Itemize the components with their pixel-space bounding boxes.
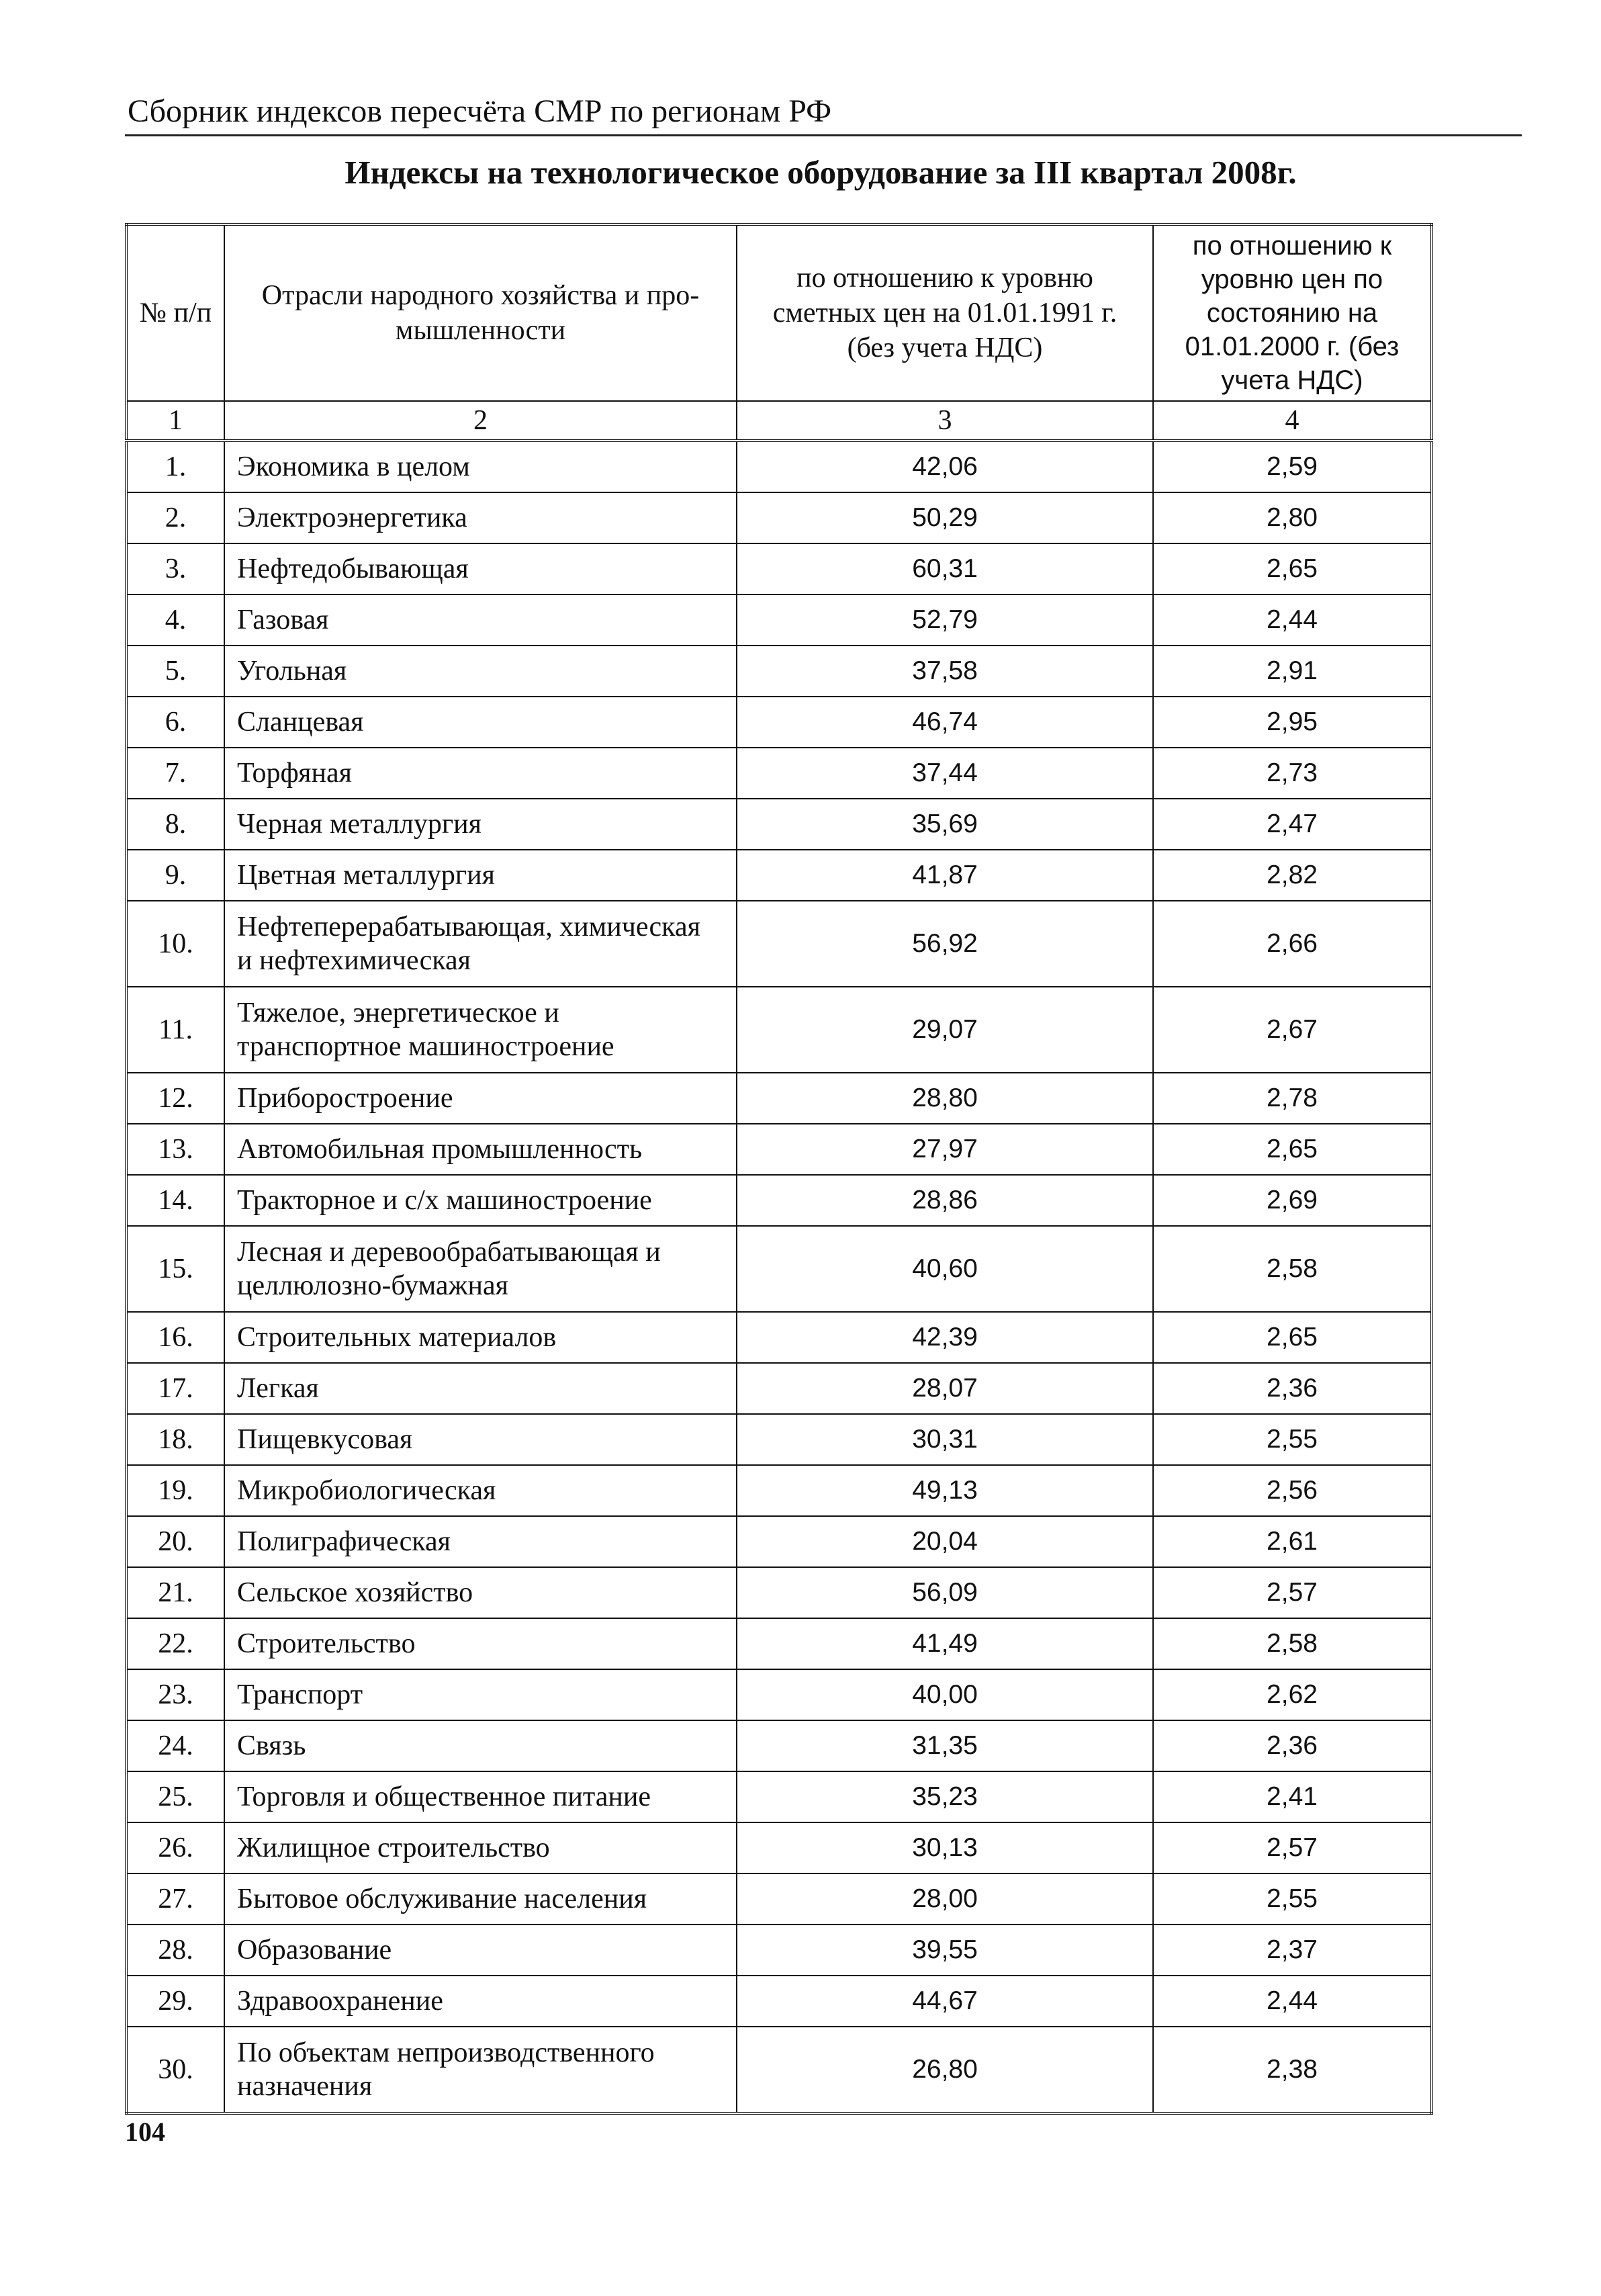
industry-name: Бытовое обслуживание населения: [224, 1873, 737, 1925]
row-number: 23.: [126, 1669, 224, 1720]
index-1991-value: 42,06: [737, 441, 1153, 492]
index-2000-value: 2,37: [1153, 1925, 1432, 1976]
index-2000-value: 2,61: [1153, 1516, 1432, 1567]
index-1991-value: 35,23: [737, 1771, 1153, 1822]
row-number: 11.: [126, 987, 224, 1073]
table-row: [126, 1312, 1432, 1363]
index-1991-value: 46,74: [737, 697, 1153, 748]
table-row: [126, 1465, 1432, 1516]
industry-name: Электроэнергетика: [224, 492, 737, 543]
index-2000-value: 2,56: [1153, 1465, 1432, 1516]
index-1991-value: 20,04: [737, 1516, 1153, 1567]
index-2000-value: 2,65: [1153, 543, 1432, 594]
row-number: 20.: [126, 1516, 224, 1567]
industry-name: Нефтедобывающая: [224, 543, 737, 594]
index-2000-value: 2,44: [1153, 1976, 1432, 2027]
running-header: Сборник индексов пересчёта СМР по регионам РФ: [128, 93, 831, 129]
header-num: № п/п: [126, 224, 224, 401]
table-row: [126, 1414, 1432, 1465]
column-numbers-row: [126, 401, 1432, 441]
index-1991-value: 44,67: [737, 1976, 1153, 2027]
table-row: [126, 1771, 1432, 1822]
index-1991-value: 31,35: [737, 1720, 1153, 1771]
table-row: [126, 901, 1432, 987]
table-row: [126, 1873, 1432, 1925]
index-1991-value: 29,07: [737, 987, 1153, 1073]
row-number: 29.: [126, 1976, 224, 2027]
row-number: 26.: [126, 1822, 224, 1873]
index-1991-value: 42,39: [737, 1312, 1153, 1363]
index-1991-value: 37,58: [737, 646, 1153, 697]
page-title: Индексы на технологическое оборудование за III квартал 2008г.: [345, 154, 1297, 191]
row-number: 2.: [126, 492, 224, 543]
column-number: 2: [224, 401, 737, 441]
index-table: [125, 223, 1433, 2115]
index-1991-value: 56,92: [737, 901, 1153, 987]
table-row: [126, 1516, 1432, 1567]
table-row: [126, 2027, 1432, 2113]
industry-name: По объектам непроизводственного назначения: [224, 2027, 737, 2113]
industry-name: Пищевкусовая: [224, 1414, 737, 1465]
table-row: [126, 1976, 1432, 2027]
industry-name: Лесная и деревообрабатывающая и целлюлозно-бумажная: [224, 1226, 737, 1312]
header-industry: Отрасли народного хозяйства и про-мышленности: [224, 224, 737, 401]
industry-name: Торговля и общественное питание: [224, 1771, 737, 1822]
industry-name: Транспорт: [224, 1669, 737, 1720]
row-number: 28.: [126, 1925, 224, 1976]
index-1991-value: 40,60: [737, 1226, 1153, 1312]
table-row: [126, 1669, 1432, 1720]
table-row: [126, 1720, 1432, 1771]
table-row: [126, 697, 1432, 748]
row-number: 15.: [126, 1226, 224, 1312]
row-number: 6.: [126, 697, 224, 748]
index-2000-value: 2,95: [1153, 697, 1432, 748]
row-number: 16.: [126, 1312, 224, 1363]
index-1991-value: 28,07: [737, 1363, 1153, 1414]
table-row: [126, 1363, 1432, 1414]
table-row: [126, 1567, 1432, 1618]
row-number: 24.: [126, 1720, 224, 1771]
row-number: 4.: [126, 594, 224, 646]
index-2000-value: 2,78: [1153, 1073, 1432, 1124]
column-number: 3: [737, 401, 1153, 441]
row-number: 17.: [126, 1363, 224, 1414]
industry-name: Автомобильная промышленность: [224, 1124, 737, 1175]
row-number: 25.: [126, 1771, 224, 1822]
row-number: 22.: [126, 1618, 224, 1669]
industry-name: Сельское хозяйство: [224, 1567, 737, 1618]
industry-name: Черная металлургия: [224, 799, 737, 850]
table-row: [126, 1073, 1432, 1124]
index-2000-value: 2,36: [1153, 1363, 1432, 1414]
row-number: 1.: [126, 441, 224, 492]
row-number: 3.: [126, 543, 224, 594]
index-1991-value: 37,44: [737, 748, 1153, 799]
index-2000-value: 2,47: [1153, 799, 1432, 850]
column-number: 1: [126, 401, 224, 441]
row-number: 13.: [126, 1124, 224, 1175]
row-number: 10.: [126, 901, 224, 987]
index-2000-value: 2,73: [1153, 748, 1432, 799]
industry-name: Образование: [224, 1925, 737, 1976]
table-row: [126, 1822, 1432, 1873]
index-2000-value: 2,66: [1153, 901, 1432, 987]
index-2000-value: 2,58: [1153, 1618, 1432, 1669]
index-1991-value: 50,29: [737, 492, 1153, 543]
table-row: [126, 850, 1432, 901]
industry-name: Тракторное и с/х машиностроение: [224, 1175, 737, 1226]
row-number: 27.: [126, 1873, 224, 1925]
industry-name: Здравоохранение: [224, 1976, 737, 2027]
table-row: [126, 646, 1432, 697]
table-row: [126, 748, 1432, 799]
index-2000-value: 2,57: [1153, 1822, 1432, 1873]
index-2000-value: 2,65: [1153, 1312, 1432, 1363]
table-row: [126, 543, 1432, 594]
industry-name: Связь: [224, 1720, 737, 1771]
index-2000-value: 2,38: [1153, 2027, 1432, 2113]
index-1991-value: 26,80: [737, 2027, 1153, 2113]
row-number: 12.: [126, 1073, 224, 1124]
index-2000-value: 2,58: [1153, 1226, 1432, 1312]
industry-name: Строительство: [224, 1618, 737, 1669]
industry-name: Легкая: [224, 1363, 737, 1414]
index-2000-value: 2,62: [1153, 1669, 1432, 1720]
table-row: [126, 987, 1432, 1073]
index-1991-value: 60,31: [737, 543, 1153, 594]
index-1991-value: 28,80: [737, 1073, 1153, 1124]
index-1991-value: 39,55: [737, 1925, 1153, 1976]
row-number: 30.: [126, 2027, 224, 2113]
industry-name: Тяжелое, энергетическое и транспортное машиностроение: [224, 987, 737, 1073]
index-1991-value: 27,97: [737, 1124, 1153, 1175]
index-1991-value: 28,86: [737, 1175, 1153, 1226]
industry-name: Угольная: [224, 646, 737, 697]
row-number: 18.: [126, 1414, 224, 1465]
index-1991-value: 40,00: [737, 1669, 1153, 1720]
industry-name: Экономика в целом: [224, 441, 737, 492]
row-number: 21.: [126, 1567, 224, 1618]
table-row: [126, 1618, 1432, 1669]
table-row: [126, 594, 1432, 646]
header-index-1991: по отношению к уровню сметных цен на 01.01.1991 г. (без учета НДС): [737, 224, 1153, 401]
table-row: [126, 1226, 1432, 1312]
index-2000-value: 2,67: [1153, 987, 1432, 1073]
index-2000-value: 2,55: [1153, 1873, 1432, 1925]
index-1991-value: 30,31: [737, 1414, 1153, 1465]
page-number: 104: [125, 2117, 165, 2147]
table-row: [126, 1925, 1432, 1976]
index-2000-value: 2,65: [1153, 1124, 1432, 1175]
index-2000-value: 2,44: [1153, 594, 1432, 646]
index-1991-value: 56,09: [737, 1567, 1153, 1618]
index-2000-value: 2,55: [1153, 1414, 1432, 1465]
industry-name: Жилищное строительство: [224, 1822, 737, 1873]
header-rule: [125, 134, 1522, 136]
table-header-row: [126, 224, 1432, 401]
index-2000-value: 2,91: [1153, 646, 1432, 697]
industry-name: Полиграфическая: [224, 1516, 737, 1567]
index-1991-value: 41,87: [737, 850, 1153, 901]
industry-name: Нефтеперерабатывающая, химическая и нефтехимическая: [224, 901, 737, 987]
index-2000-value: 2,69: [1153, 1175, 1432, 1226]
index-2000-value: 2,36: [1153, 1720, 1432, 1771]
row-number: 8.: [126, 799, 224, 850]
index-2000-value: 2,82: [1153, 850, 1432, 901]
index-1991-value: 30,13: [737, 1822, 1153, 1873]
index-2000-value: 2,80: [1153, 492, 1432, 543]
industry-name: Газовая: [224, 594, 737, 646]
industry-name: Строительных материалов: [224, 1312, 737, 1363]
header-index-2000: по отношению к уровню цен по состоянию на 01.01.2000 г. (без учета НДС): [1153, 224, 1432, 401]
index-1991-value: 49,13: [737, 1465, 1153, 1516]
index-1991-value: 41,49: [737, 1618, 1153, 1669]
table-row: [126, 1124, 1432, 1175]
row-number: 19.: [126, 1465, 224, 1516]
table-row: [126, 799, 1432, 850]
row-number: 9.: [126, 850, 224, 901]
industry-name: Торфяная: [224, 748, 737, 799]
index-2000-value: 2,59: [1153, 441, 1432, 492]
industry-name: Цветная металлургия: [224, 850, 737, 901]
row-number: 7.: [126, 748, 224, 799]
table-row: [126, 492, 1432, 543]
index-1991-value: 28,00: [737, 1873, 1153, 1925]
index-1991-value: 35,69: [737, 799, 1153, 850]
table-row: [126, 1175, 1432, 1226]
industry-name: Сланцевая: [224, 697, 737, 748]
index-2000-value: 2,57: [1153, 1567, 1432, 1618]
row-number: 14.: [126, 1175, 224, 1226]
column-number: 4: [1153, 401, 1432, 441]
industry-name: Приборостроение: [224, 1073, 737, 1124]
table-row: [126, 441, 1432, 492]
index-1991-value: 52,79: [737, 594, 1153, 646]
industry-name: Микробиологическая: [224, 1465, 737, 1516]
row-number: 5.: [126, 646, 224, 697]
index-2000-value: 2,41: [1153, 1771, 1432, 1822]
